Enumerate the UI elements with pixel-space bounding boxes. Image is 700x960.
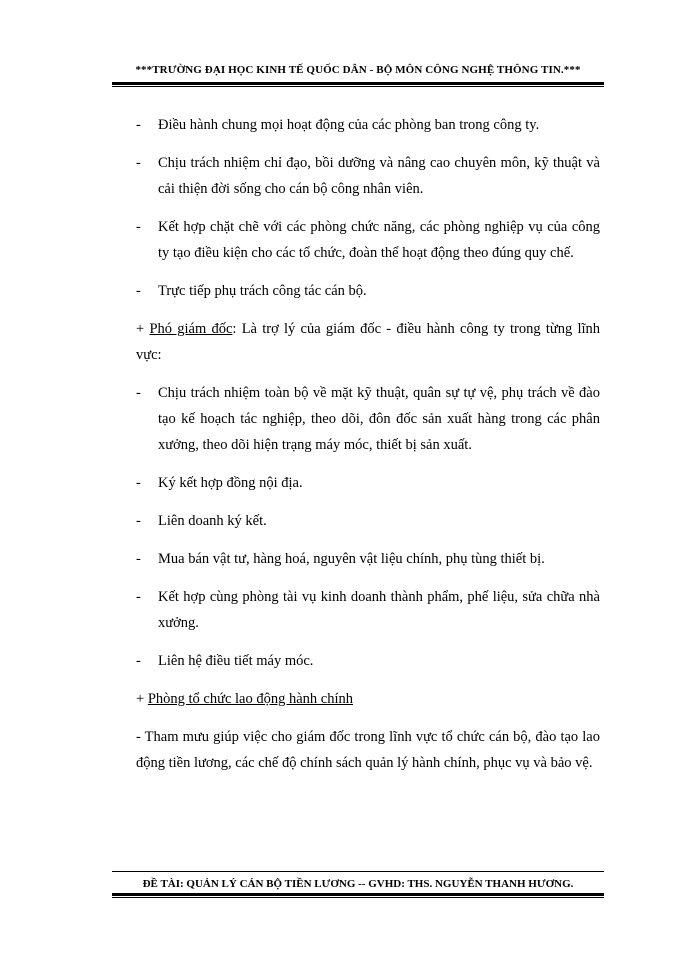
list-item: [136, 584, 600, 636]
deputy-director-description: : Là trợ lý của giám đốc - điều hành công ty trong từng lĩnh vực:: [136, 321, 601, 363]
list-item: [136, 546, 600, 572]
page-footer: ĐỀ TÀI: QUẢN LÝ CÁN BỘ TIỀN LƯƠNG -- GVHD: THS. NGUYỄN THANH HƯƠNG.: [142, 878, 574, 890]
plus-marker: +: [136, 691, 145, 707]
bullet-dash: -: [136, 513, 141, 529]
list-item-text: Trực tiếp phụ trách công tác cán bộ.: [158, 283, 367, 299]
bullet-dash: -: [136, 283, 141, 299]
list-item: [136, 380, 600, 458]
list-item: [136, 470, 600, 496]
list-item-text: Kết hợp cùng phòng tài vụ kinh doanh thành phẩm, phế liệu, sửa chữa nhà xưởng.: [158, 589, 600, 631]
list-item-text: Liên hệ điều tiết máy móc.: [158, 653, 314, 669]
bullet-dash: -: [136, 475, 141, 491]
list-item-text: Chịu trách nhiệm toàn bộ về mặt kỹ thuật, quân sự tự vệ, phụ trách về đào tạo kế hoạch tác nghiệp, theo dõi, đôn đốc sản xuất hàng trong các phân xưởng, theo dõi hiện trạng máy móc, thiết bị sản xuất.: [158, 385, 600, 453]
list-item-text: Ký kết hợp đồng nội địa.: [158, 475, 303, 491]
document-body: [136, 112, 600, 788]
bullet-dash: -: [136, 155, 141, 171]
list-item: [136, 648, 600, 674]
list-item-text: Mua bán vật tư, hàng hoá, nguyên vật liệu chính, phụ tùng thiết bị.: [158, 551, 545, 567]
deputy-director-heading: Phó giám đốc: [149, 321, 233, 337]
org-dept-heading: Phòng tổ chức lao động hành chính: [147, 691, 354, 707]
org-dept-section: [136, 686, 600, 712]
bullet-dash: -: [136, 219, 141, 235]
header-rule: [112, 82, 604, 87]
footer-rule-bottom: [112, 893, 604, 898]
list-item-text: Điều hành chung mọi hoạt động của các phòng ban trong công ty.: [158, 117, 540, 133]
list-item: [136, 278, 600, 304]
footer-rule: [112, 871, 604, 872]
list-item-text: Chịu trách nhiệm chỉ đạo, bồi dưỡng và nâng cao chuyên môn, kỹ thuật và cải thiện đời sống cho cán bộ công nhân viên.: [158, 155, 600, 197]
list-item: [136, 150, 600, 202]
bullet-dash: -: [136, 117, 141, 133]
list-item: [136, 112, 600, 138]
list-item-text: Liên doanh ký kết.: [158, 513, 267, 529]
list-item-text: Kết hợp chặt chẽ với các phòng chức năng, các phòng nghiệp vụ của công ty tạo điều kiện cho các tổ chức, đoàn thể hoạt động theo đúng quy chế.: [158, 219, 600, 261]
bullet-dash: -: [136, 385, 141, 401]
list-item: [136, 508, 600, 534]
bullet-dash: -: [136, 589, 141, 605]
org-dept-description: - Tham mưu giúp việc cho giám đốc trong lĩnh vực tổ chức cán bộ, đào tạo lao động tiền lương, các chế độ chính sách quản lý hành chính, phục vụ và bảo vệ.: [136, 729, 600, 771]
bullet-dash: -: [136, 653, 141, 669]
deputy-director-section: [136, 316, 600, 368]
bullet-dash: -: [136, 551, 141, 567]
plus-marker: +: [136, 321, 145, 337]
page-header: ***TRƯỜNG ĐẠI HỌC KINH TẾ QUỐC DÂN - BỘ MÔN CÔNG NGHỆ THÔNG TIN.***: [135, 64, 581, 76]
list-item: [136, 214, 600, 266]
